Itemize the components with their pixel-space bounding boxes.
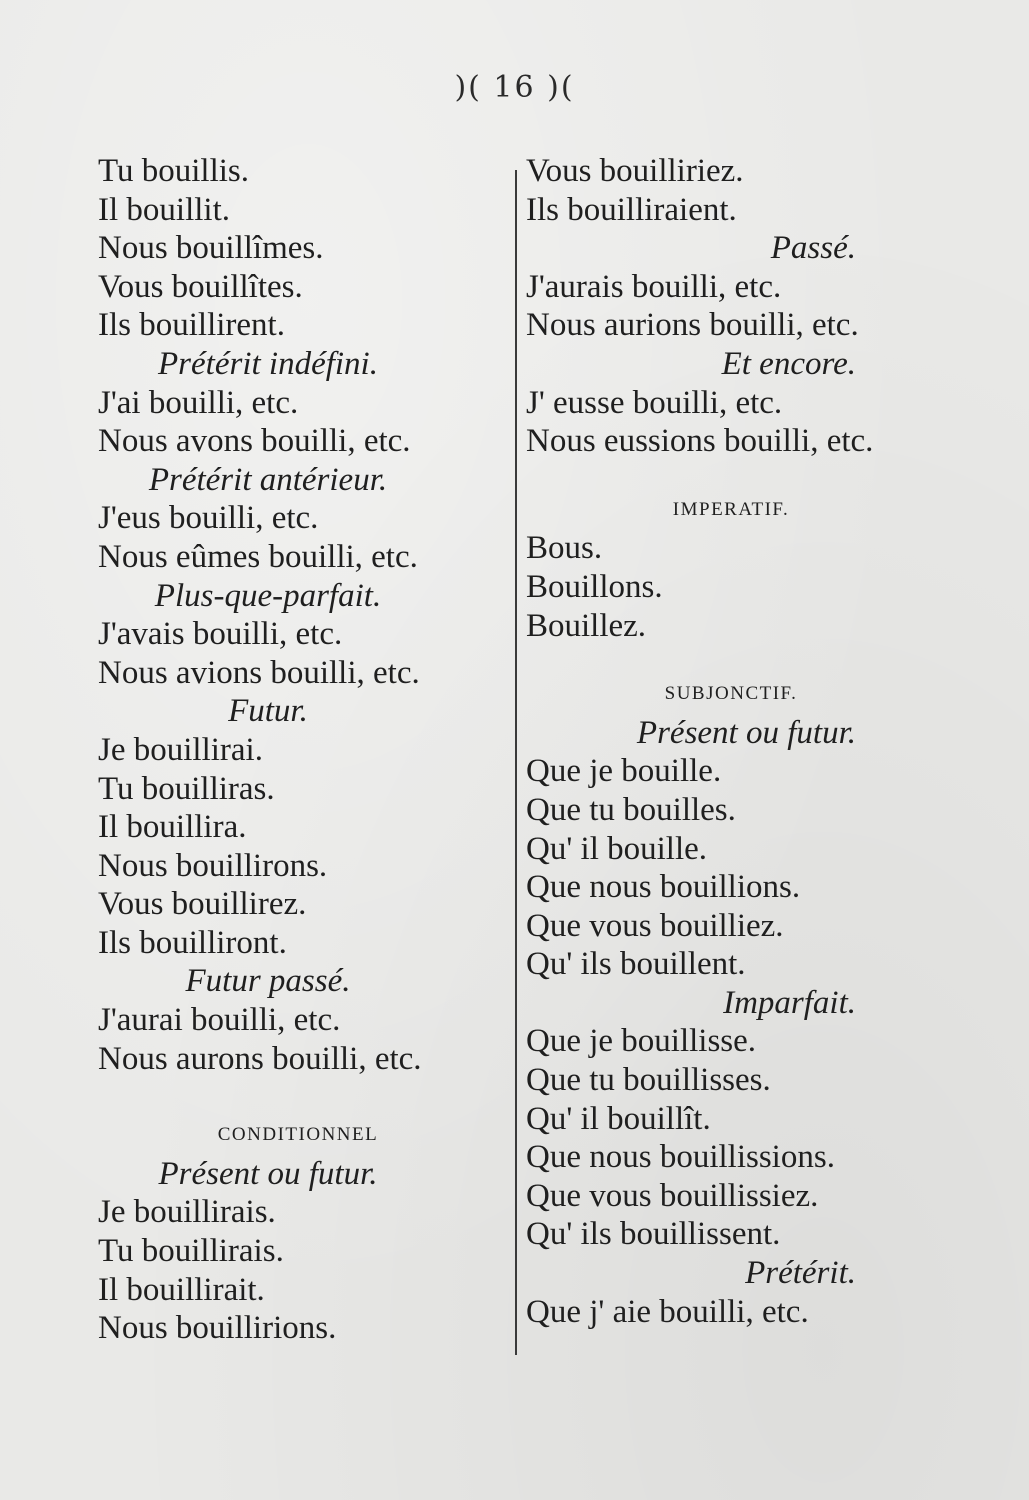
left-column (98, 152, 498, 1348)
mood-heading: IMPERATIF. (672, 498, 790, 520)
text-line: Nous bouillirions. (98, 1310, 337, 1347)
text-line: Qu' ils bouillissent. (526, 1216, 781, 1253)
text-line: Bouillons. (526, 568, 663, 605)
text-line: Nous eussions bouilli, etc. (526, 423, 874, 460)
text-line: Il bouillirait. (98, 1271, 265, 1308)
tense-heading: Prétérit. (745, 1255, 856, 1292)
text-line: Que vous bouillissiez. (526, 1177, 819, 1214)
text-line: Que nous bouillions. (526, 869, 801, 906)
text-line: Nous aurions bouilli, etc. (526, 307, 859, 344)
tense-heading: Prétérit antérieur. (148, 461, 388, 498)
text-line: Qu' ils bouillent. (526, 946, 746, 983)
text-line: J'aurais bouilli, etc. (526, 268, 782, 305)
text-line: J'avais bouilli, etc. (98, 616, 343, 653)
text-line: Il bouillit. (98, 191, 230, 228)
text-line: J'ai bouilli, etc. (98, 384, 299, 421)
right-column (526, 152, 936, 1331)
text-line: Vous bouillîtes. (98, 268, 303, 305)
tense-heading: Plus-que-parfait. (154, 577, 382, 614)
text-line: Que tu bouillisses. (526, 1062, 771, 1099)
text-line: Bous. (526, 530, 603, 567)
text-line: Que vous bouilliez. (526, 907, 784, 944)
text-line: Que tu bouilles. (526, 791, 736, 828)
text-line: Vous bouilliriez. (526, 153, 744, 189)
text-line: Nous aurons bouilli, etc. (98, 1040, 422, 1077)
text-line: Tu bouillis. (98, 153, 250, 189)
text-line: Nous avions bouilli, etc. (98, 654, 420, 691)
text-line: Ils bouilliront. (98, 924, 287, 961)
text-line: Bouillez. (526, 607, 647, 644)
tense-heading: Futur passé. (185, 963, 351, 1000)
tense-heading: Présent ou futur. (158, 1155, 378, 1192)
text-line: Que je bouille. (526, 753, 722, 790)
text-line: Nous avons bouilli, etc. (98, 423, 411, 460)
text-line: Vous bouillirez. (98, 886, 307, 923)
text-line: Ils bouilliraient. (526, 191, 737, 228)
text-line: Nous bouillîmes. (98, 230, 324, 267)
text-line: Nous bouillirons. (98, 847, 328, 884)
mood-heading: SUBJONCTIF. (664, 683, 798, 705)
tense-heading: Imparfait. (723, 984, 856, 1021)
column-divider (515, 170, 517, 1355)
tense-heading: Prétérit indéfini. (158, 345, 378, 382)
text-line: Je bouillirais. (98, 1194, 276, 1231)
spacer (526, 645, 936, 675)
text-line: Tu bouillirais. (98, 1233, 284, 1270)
tense-heading: Et encore. (721, 345, 856, 382)
text-line: Je bouillirai. (98, 731, 263, 768)
tense-heading: Présent ou futur. (636, 714, 856, 751)
tense-heading: Passé. (770, 230, 856, 267)
text-line: Nous eûmes bouilli, etc. (98, 538, 418, 575)
text-line: Qu' il bouille. (526, 830, 708, 867)
spacer (98, 1078, 498, 1116)
text-line: J'eus bouilli, etc. (98, 500, 319, 537)
text-line: Ils bouillirent. (98, 307, 285, 344)
tense-heading: Futur. (228, 693, 308, 730)
text-line: Qu' il bouillît. (526, 1100, 711, 1137)
text-line: J' eusse bouilli, etc. (526, 384, 783, 421)
text-line: J'aurai bouilli, etc. (98, 1002, 341, 1039)
text-line: Que nous bouillissions. (526, 1139, 835, 1176)
text-line: Tu bouilliras. (98, 770, 275, 807)
mood-heading: CONDITIONNEL (217, 1124, 379, 1146)
page-number: )( 16 )( (454, 70, 575, 105)
spacer (526, 461, 936, 491)
text-line: Que j' aie bouilli, etc. (526, 1293, 809, 1330)
text-line: Il bouillira. (98, 809, 247, 846)
text-line: Que je bouillisse. (526, 1023, 757, 1060)
